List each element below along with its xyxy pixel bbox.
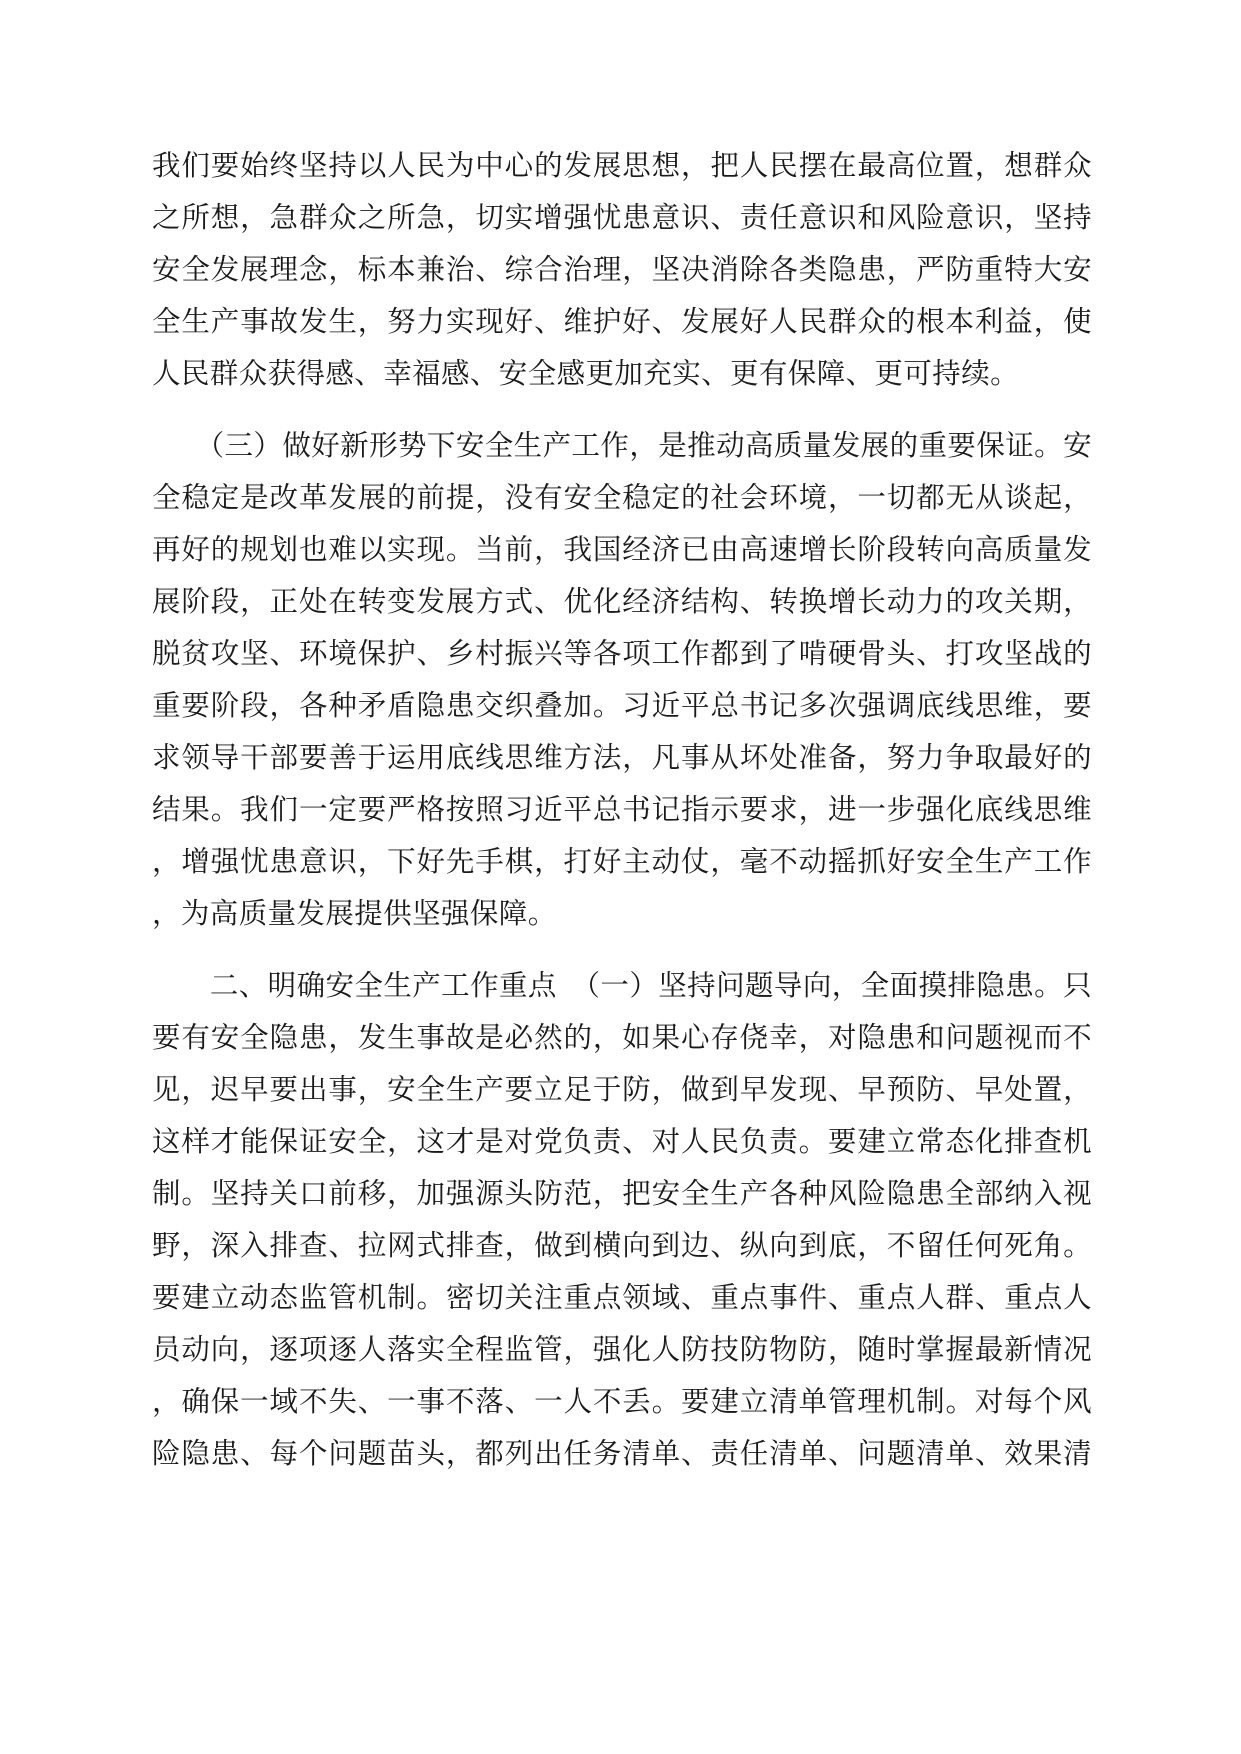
paragraph-section-two-focus [152, 960, 1092, 1480]
text-line: 要有安全隐患，发生事故是必然的，如果心存侥幸，对隐患和问题视而不 [152, 1021, 1092, 1054]
text-line: 结果。我们一定要严格按照习近平总书记指示要求，进一步强化底线思维 [152, 793, 1092, 826]
text-line: 重要阶段，各种矛盾隐患交织叠加。习近平总书记多次强调底线思维，要 [152, 689, 1092, 722]
text-line: （三）做好新形势下安全生产工作，是推动高质量发展的重要保证。安 [152, 429, 1092, 462]
paragraph-section-three [152, 420, 1092, 940]
text-line: ，确保一域不失、一事不落、一人不丢。要建立清单管理机制。对每个风 [152, 1385, 1092, 1418]
paragraph-people-centered [152, 140, 1092, 400]
text-line: 野，深入排查、拉网式排查，做到横向到边、纵向到底，不留任何死角。 [152, 1229, 1092, 1262]
text-line: 再好的规划也难以实现。当前，我国经济已由高速增长阶段转向高质量发 [152, 533, 1092, 566]
text-line: ，为高质量发展提供坚强保障。 [152, 897, 557, 930]
text-line: ，增强忧患意识，下好先手棋，打好主动仗，毫不动摇抓好安全生产工作 [152, 845, 1092, 878]
text-line: 这样才能保证安全，这才是对党负责、对人民负责。要建立常态化排查机 [152, 1125, 1092, 1158]
text-line: 人民群众获得感、幸福感、安全感更加充实、更有保障、更可持续。 [152, 357, 1020, 390]
text-line: 脱贫攻坚、环境保护、乡村振兴等各项工作都到了啃硬骨头、打攻坚战的 [152, 637, 1092, 670]
text-line: 全生产事故发生，努力实现好、维护好、发展好人民群众的根本利益，使 [152, 305, 1092, 338]
text-line: 制。坚持关口前移，加强源头防范，把安全生产各种风险隐患全部纳入视 [152, 1177, 1092, 1210]
text-line: 安全发展理念，标本兼治、综合治理，坚决消除各类隐患，严防重特大安 [152, 253, 1092, 286]
text-line: 我们要始终坚持以人民为中心的发展思想，把人民摆在最高位置，想群众 [152, 149, 1092, 182]
text-line: 全稳定是改革发展的前提，没有安全稳定的社会环境，一切都无从谈起， [152, 481, 1092, 514]
text-line: 员动向，逐项逐人落实全程监管，强化人防技防物防，随时掌握最新情况 [152, 1333, 1092, 1366]
text-line: 要建立动态监管机制。密切关注重点领域、重点事件、重点人群、重点人 [152, 1281, 1092, 1314]
text-line: 展阶段，正处在转变发展方式、优化经济结构、转换增长动力的攻关期， [152, 585, 1092, 618]
text-line: 之所想，急群众之所急，切实增强忧患意识、责任意识和风险意识，坚持 [152, 201, 1092, 234]
text-line: 求领导干部要善于运用底线思维方法，凡事从坏处准备，努力争取最好的 [152, 741, 1092, 774]
text-line: 险隐患、每个问题苗头，都列出任务清单、责任清单、问题清单、效果清 [152, 1437, 1092, 1470]
document-body [152, 140, 1092, 1500]
text-line: 二、明确安全生产工作重点 （一）坚持问题导向，全面摸排隐患。只 [152, 969, 1092, 1002]
text-line: 见，迟早要出事，安全生产要立足于防，做到早发现、早预防、早处置， [152, 1073, 1092, 1106]
